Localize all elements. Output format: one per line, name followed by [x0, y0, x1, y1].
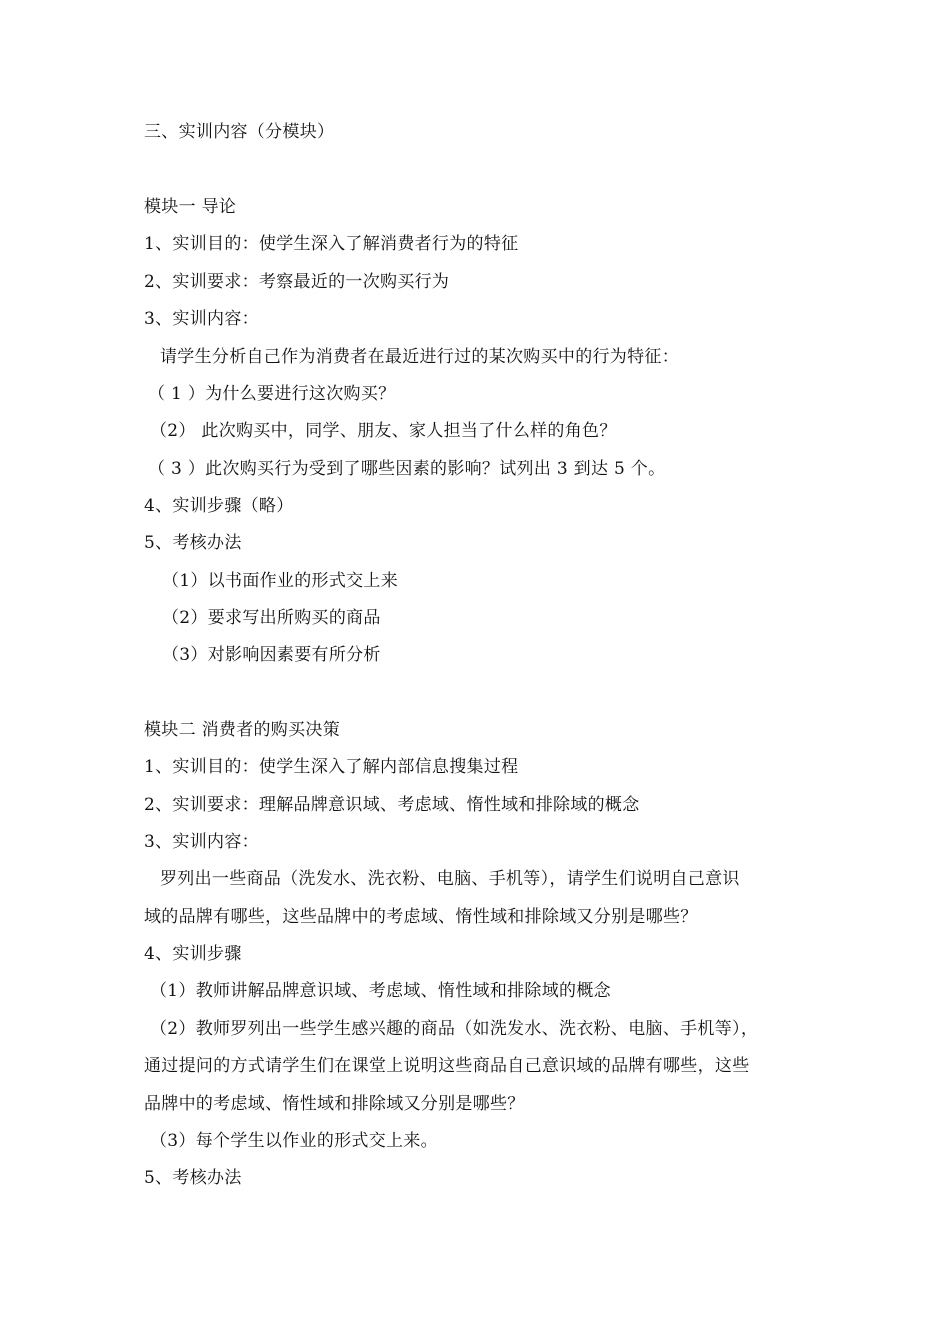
module1-assessment-2: （2）要求写出所购买的商品	[162, 608, 381, 628]
module1-item-steps: 4、实训步骤（略）	[144, 496, 294, 516]
module1-content-intro: 请学生分析自己作为消费者在最近进行过的某次购买中的行为特征：	[160, 347, 679, 367]
module1-question-2: （2） 此次购买中，同学、朋友、家人担当了什么样的角色？	[150, 421, 617, 441]
module1-item-objective: 1、实训目的：使学生深入了解消费者行为的特征	[144, 234, 519, 254]
module1-title: 模块一 导论	[144, 197, 237, 217]
module2-content-line-1: 罗列出一些商品（洗发水、洗衣粉、电脑、手机等），请学生们说明自己意识	[160, 869, 740, 889]
module2-step-2-line-1: （2）教师罗列出一些学生感兴趣的商品（如洗发水、洗衣粉、电脑、手机等），	[150, 1019, 759, 1039]
module2-step-2-line-3: 品牌中的考虑域、惰性域和排除域又分别是哪些？	[144, 1094, 525, 1114]
module2-item-steps: 4、实训步骤	[144, 944, 242, 964]
module1-assessment-1: （1）以书面作业的形式交上来	[162, 571, 399, 591]
module2-step-3: （3）每个学生以作业的形式交上来。	[150, 1131, 438, 1151]
module1-assessment-3: （3）对影响因素要有所分析	[162, 645, 381, 665]
module1-question-3: （ 3 ）此次购买行为受到了哪些因素的影响？试列出 3 到达 5 个。	[148, 459, 666, 479]
module2-content-line-2: 域的品牌有哪些，这些品牌中的考虑域、惰性域和排除域又分别是哪些？	[144, 907, 698, 927]
section-title: 三、实训内容（分模块）	[144, 122, 335, 142]
module2-item-requirement: 2、实训要求：理解品牌意识域、考虑域、惰性域和排除域的概念	[144, 795, 640, 815]
module1-question-1: （ 1 ）为什么要进行这次购买？	[148, 384, 396, 404]
module2-item-content: 3、实训内容：	[144, 832, 259, 852]
module2-title: 模块二 消费者的购买决策	[144, 720, 341, 740]
module2-step-1: （1）教师讲解品牌意识域、考虑域、惰性域和排除域的概念	[150, 981, 611, 1001]
module2-step-2-line-2: 通过提问的方式请学生们在课堂上说明这些商品自己意识域的品牌有哪些，这些	[144, 1056, 750, 1076]
module2-item-assessment: 5、考核办法	[144, 1168, 242, 1188]
module2-item-objective: 1、实训目的：使学生深入了解内部信息搜集过程	[144, 757, 519, 777]
module1-item-requirement: 2、实训要求：考察最近的一次购买行为	[144, 272, 450, 292]
module1-item-content: 3、实训内容：	[144, 309, 259, 329]
module1-item-assessment: 5、考核办法	[144, 533, 242, 553]
